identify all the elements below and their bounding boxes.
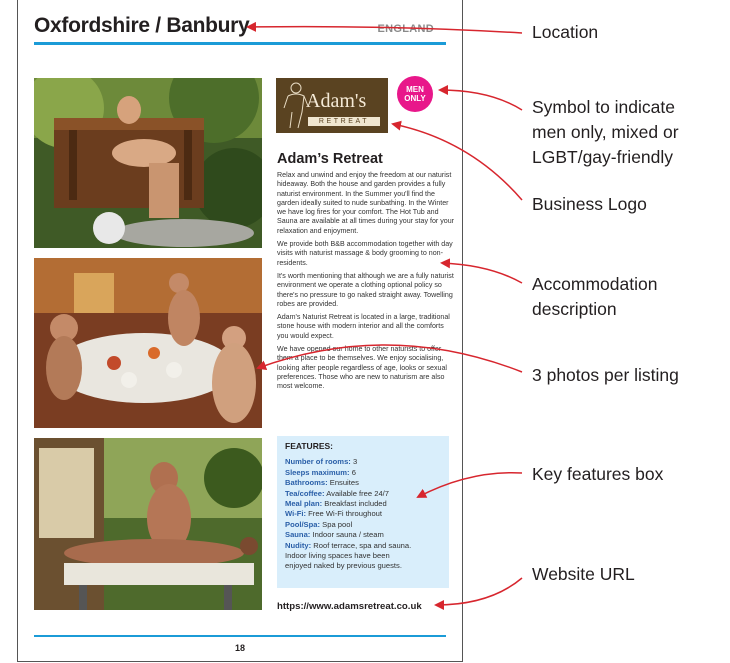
- feature-extra-line: Indoor living spaces have been: [285, 551, 390, 561]
- annotation-accommodation: [532, 272, 657, 322]
- feature-value: Ensuites: [329, 478, 359, 488]
- annotation-symbol-line: men only, mixed or: [532, 122, 679, 142]
- description-paragraph: We have opened our home to other naturists to offer them a place to be themselves. We enjoy socialising, looking after people regardless of age, looks or sexual preferences. Those who are new to naturism are also most welcome.: [277, 345, 447, 391]
- feature-value: Breakfast included: [324, 499, 387, 509]
- page-number: 18: [234, 643, 245, 653]
- feature-label: Nudity:: [285, 540, 312, 550]
- business-name: Adam’s Retreat: [277, 151, 383, 167]
- annotation-accommodation-line: Accommodation: [532, 274, 658, 294]
- feature-label: Tea/coffee:: [285, 488, 325, 498]
- feature-value: Available free 24/7: [326, 488, 389, 498]
- feature-label: Wi-Fi:: [285, 509, 307, 519]
- feature-value: Free Wi-Fi throughout: [308, 509, 383, 519]
- location-title: Oxfordshire / Banbury: [34, 14, 250, 37]
- annotation-website: Website URL: [532, 564, 635, 584]
- arrow-description: [442, 263, 522, 283]
- feature-value: Roof terrace, spa and sauna.: [313, 540, 412, 550]
- annotation-symbol-line: LGBT/gay-friendly: [532, 147, 674, 167]
- logo-subtitle: RETREAT: [308, 117, 380, 126]
- description-paragraph: Adam's Naturist Retreat is located in a large, traditional stone house with modern interior and all the comforts you would expect.: [277, 313, 450, 340]
- badge-line-1: MEN: [406, 85, 424, 94]
- arrow-location: [248, 27, 522, 33]
- description-paragraph: We provide both B&B accommodation together with day visits with naturist massage & body grooming to non-residents.: [277, 240, 453, 267]
- annotation-symbol-line: Symbol to indicate: [532, 97, 675, 117]
- country-label: ENGLAND: [377, 23, 434, 35]
- annotation-location: Location: [532, 22, 599, 42]
- badge-line-2: ONLY: [404, 94, 426, 103]
- feature-label: Number of rooms:: [285, 457, 351, 467]
- arrow-logo: [393, 124, 522, 200]
- arrow-website: [436, 578, 522, 605]
- feature-label: Pool/Spa:: [285, 519, 321, 529]
- arrow-photos: [258, 345, 522, 372]
- feature-value: 3: [352, 457, 358, 467]
- feature-label: Bathrooms:: [285, 478, 328, 488]
- description-paragraph: It's worth mentioning that although we are a fully naturist environment we operate a clothing optional policy so there's no pressure to go naked straight away. Towelling robes are provided.: [277, 271, 454, 308]
- feature-value: Indoor sauna / steam: [312, 530, 384, 540]
- description-paragraph: Relax and unwind and enjoy the freedom at our naturist hideaway. Both the house and garden provides a fully naturist environment. In the Summer you'll find the garden ideally suited to nude sunbathing. In the Winter we have log fires for your comfort. The Hot Tub and Sauna are available at all times during your stay for your relaxation and enjoyment.: [277, 171, 455, 235]
- annotation-symbol: [532, 95, 679, 170]
- annotation-photos: 3 photos per listing: [532, 365, 679, 385]
- feature-label: Meal plan:: [285, 499, 323, 509]
- arrow-symbol: [440, 90, 522, 110]
- annotation-accommodation-line: description: [532, 299, 617, 319]
- feature-value: Spa pool: [322, 519, 353, 529]
- feature-label: Sleeps maximum:: [285, 467, 350, 477]
- annotation-logo: Business Logo: [532, 194, 647, 214]
- website-url[interactable]: https://www.adamsretreat.co.uk: [277, 601, 422, 612]
- feature-value: 6: [351, 467, 356, 477]
- feature-extra-line: enjoyed naked by previous guests.: [285, 561, 402, 571]
- logo-name: Adam's: [306, 90, 367, 112]
- feature-label: Sauna:: [285, 530, 311, 540]
- features-heading: FEATURES:: [285, 441, 334, 451]
- annotation-features: Key features box: [532, 464, 664, 484]
- arrow-features: [418, 473, 522, 497]
